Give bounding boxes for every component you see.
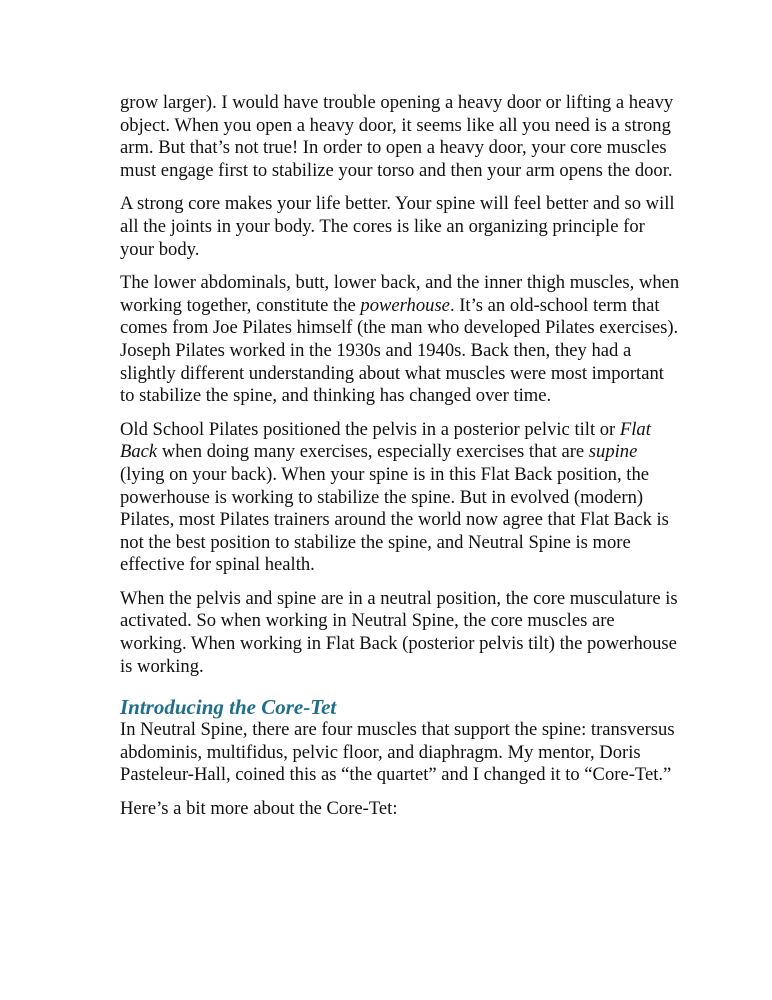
paragraph-neutral-position: When the pelvis and spine are in a neutral position, the core musculature is activated. So when working in Neutral Spine, the core muscles are working. When working in Flat Back (posterior pelvis tilt) the powerhouse is working. bbox=[120, 587, 678, 677]
paragraph-core-engagement: grow larger). I would have trouble opening a heavy door or lifting a heavy object. When you open a heavy door, it seems like all you need is a strong arm. But that’s not true! In order to open a heavy door, your core muscles must engage first to stabilize your torso and then your arm opens the door. bbox=[120, 92, 674, 181]
paragraph-core-tet-intro: Here’s a bit more about the Core-Tet: bbox=[120, 798, 398, 820]
text-run: (lying on your back). When your spine is in this Flat Back position, the powerhouse is working to stabilize the spine. But in evolved (modern) Pilates, most Pilates trainers around the world now agree that Flat Back is not the best position to stabilize the spine, and Neutral Spine is more effective for spinal health. bbox=[120, 463, 669, 576]
document-page bbox=[120, 92, 680, 832]
emphasis-flat-back: Flat Back bbox=[120, 418, 651, 463]
paragraph-strong-core: A strong core makes your life better. Your spine will feel better and so will all the joints in your body. The cores is like an organizing principle for your body. bbox=[120, 193, 675, 260]
text-run: . It’s an old-school term that comes from Joe Pilates himself (the man who developed Pilates exercises). Joseph Pilates worked in the 1930s and 1940s. Back then, they had a slightly different understanding about what muscles were most important to stabilize the spine, and thinking has changed over time. bbox=[120, 294, 679, 407]
text-run: when doing many exercises, especially exercises that are bbox=[157, 441, 589, 463]
paragraph-powerhouse bbox=[120, 272, 680, 408]
paragraph-old-school-pilates bbox=[120, 419, 680, 577]
text-run: Old School Pilates positioned the pelvis in a posterior pelvic tilt or bbox=[120, 418, 620, 440]
section-heading: Introducing the Core-Tet bbox=[120, 695, 337, 720]
emphasis-supine: supine bbox=[588, 441, 638, 463]
emphasis-powerhouse: powerhouse bbox=[360, 294, 450, 316]
paragraph-four-muscles: In Neutral Spine, there are four muscles that support the spine: transversus abdominis, multifidus, pelvic floor, and diaphragm. My mentor, Doris Pasteleur-Hall, coined this as “the quartet” and I changed it to “Core-Tet.” bbox=[120, 719, 675, 786]
text-run: The lower abdominals, butt, lower back, and the inner thigh muscles, when working together, constitute the bbox=[120, 272, 680, 316]
